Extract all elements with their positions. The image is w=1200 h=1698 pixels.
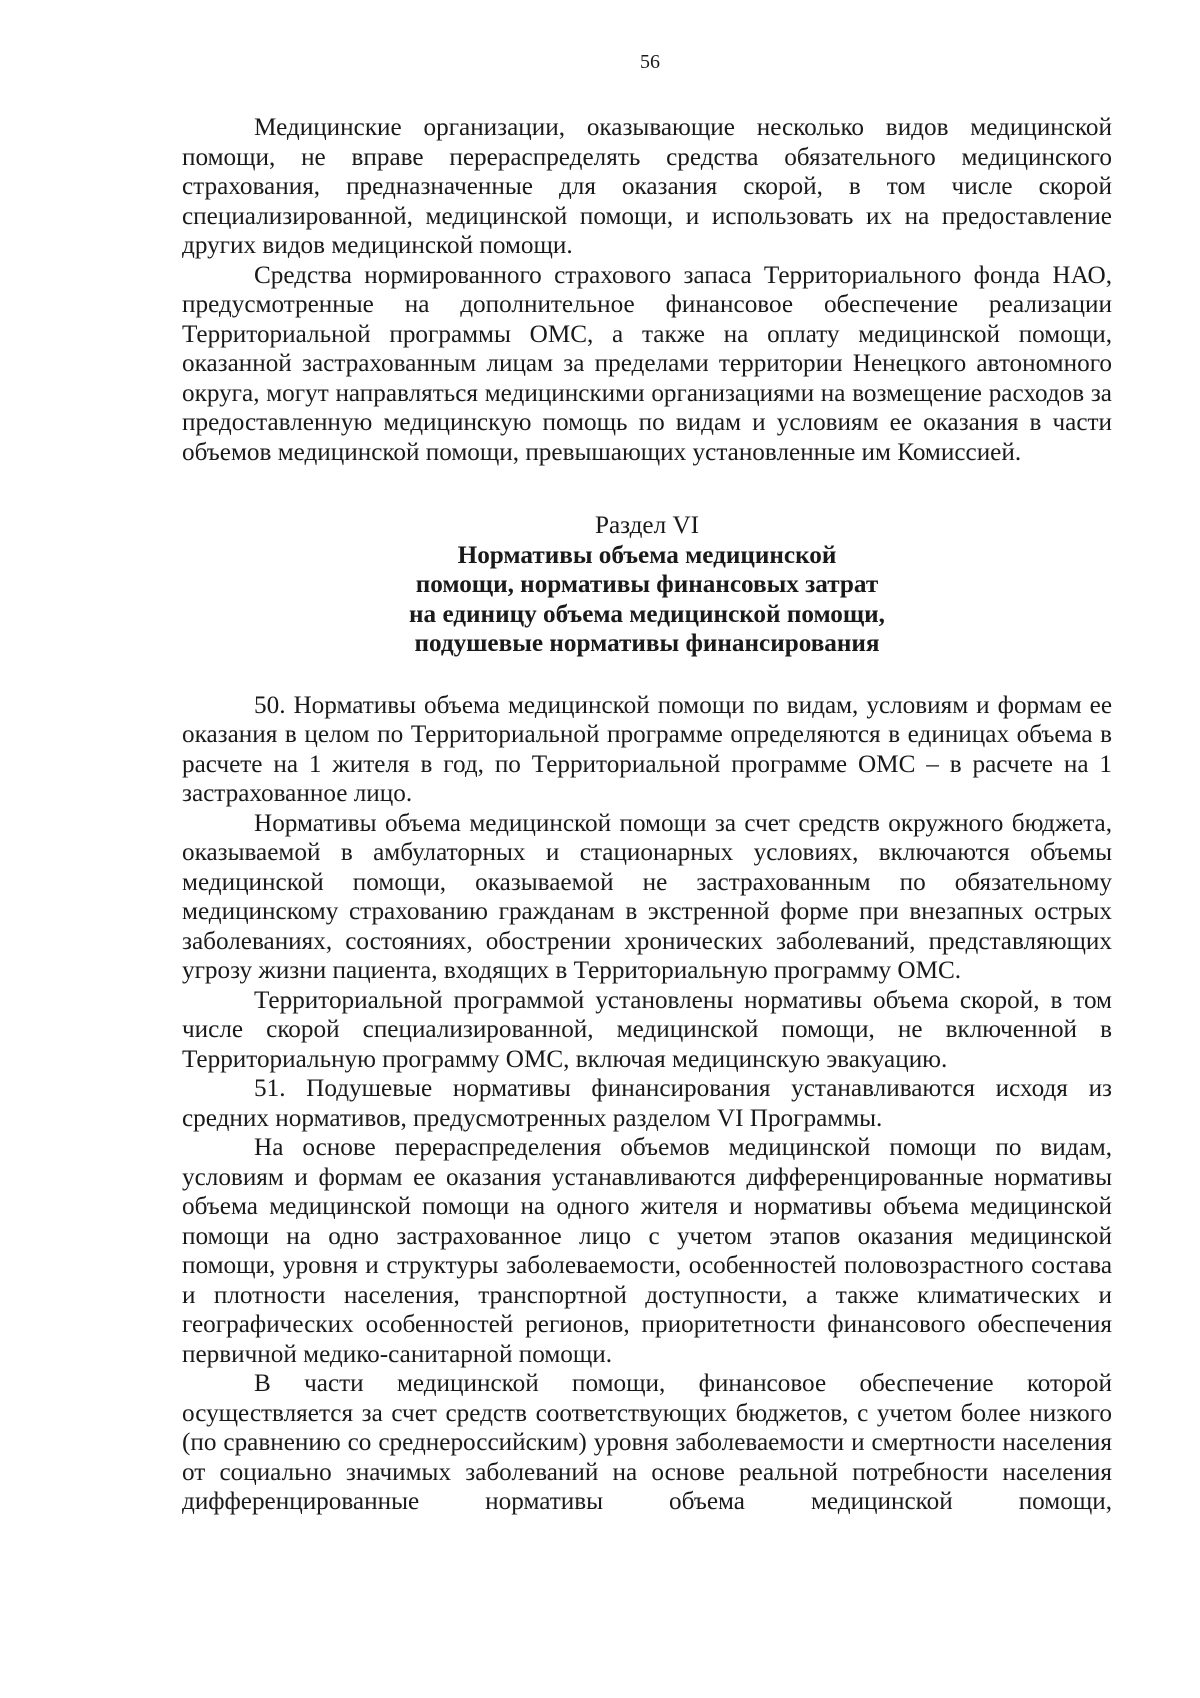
paragraph: 50. Нормативы объема медицинской помощи по видам, условиям и формам ее оказания в целом по Территориальной программе определяются в единицах объема в расчете на 1 жителя в год, по Территориальной программе ОМС – в расчете на 1 застрахованное лицо. (182, 691, 1112, 807)
paragraph: Нормативы объема медицинской помощи за счет средств окружного бюджета, оказываемой в амбулаторных и стационарных условиях, включаются объемы медицинской помощи, оказываемой не застрахованным по обязательному медицинскому страхованию гражданам в экстренной форме при внезапных острых заболеваниях, состояниях, обострении хронических заболеваний, представляющих угрозу жизни пациента, входящих в Территориальную программу ОМС. (182, 809, 1112, 984)
paragraph: Территориальной программой установлены нормативы объема скорой, в том числе скорой специализированной, медицинской помощи, не включенной в Территориальную программу ОМС, включая медицинскую эвакуацию. (182, 986, 1112, 1073)
section-title-line: Нормативы объема медицинской (457, 541, 837, 569)
section-title-line: подушевые нормативы финансирования (414, 630, 880, 657)
paragraph: Средства нормированного страхового запаса Территориального фонда НАО, предусмотренные на дополнительное финансовое обеспечение реализации Территориальной программы ОМС, а также на оплату медицинской помощи, оказанной застрахованным лицам за пределами территории Ненецкого автономного округа, могут направляться медицинскими организациями на возмещение расходов за предоставленную медицинскую помощь по видам и условиям ее оказания в части объемов медицинской помощи, превышающих установленные им Комиссией. (182, 261, 1112, 466)
page-number: 56 (640, 51, 660, 73)
paragraph: 51. Подушевые нормативы финансирования устанавливаются исходя из средних нормативов, предусмотренных разделом VI Программы. (182, 1075, 1112, 1132)
paragraph: Медицинские организации, оказывающие несколько видов медицинской помощи, не вправе перераспределять средства обязательного медицинского страхования, предназначенные для оказания скорой, в том числе скорой специализированной, медицинской помощи, и использовать их на предоставление других видов медицинской помощи. (182, 114, 1112, 259)
section-title (182, 541, 1112, 659)
paragraph: В части медицинской помощи, финансовое обеспечение которой осуществляется за счет средств соответствующих бюджетов, с учетом более низкого (по сравнению со среднероссийским) уровня заболеваемости и смертности населения от социально значимых заболеваний на основе реальной потребности населения дифференцированные нормативы объема медицинской помощи, (182, 1370, 1112, 1515)
section-label: Раздел VI (594, 512, 700, 539)
section-title-line: на единицу объема медицинской помощи, (409, 600, 885, 628)
document-body (182, 113, 1112, 1517)
section-title-line: помощи, нормативы финансовых затрат (415, 571, 879, 598)
section-heading (182, 511, 1112, 659)
paragraph: На основе перераспределения объемов медицинской помощи по видам, условиям и формам ее оказания устанавливаются дифференцированные нормативы объема медицинской помощи на одного жителя и нормативы объема медицинской помощи на одно застрахованное лицо с учетом этапов оказания медицинской помощи, уровня и структуры заболеваемости, особенностей половозрастного состава и плотности населения, транспортной доступности, а также климатических и географических особенностей регионов, приоритетности финансового обеспечения первичной медико-санитарной помощи. (182, 1134, 1112, 1368)
